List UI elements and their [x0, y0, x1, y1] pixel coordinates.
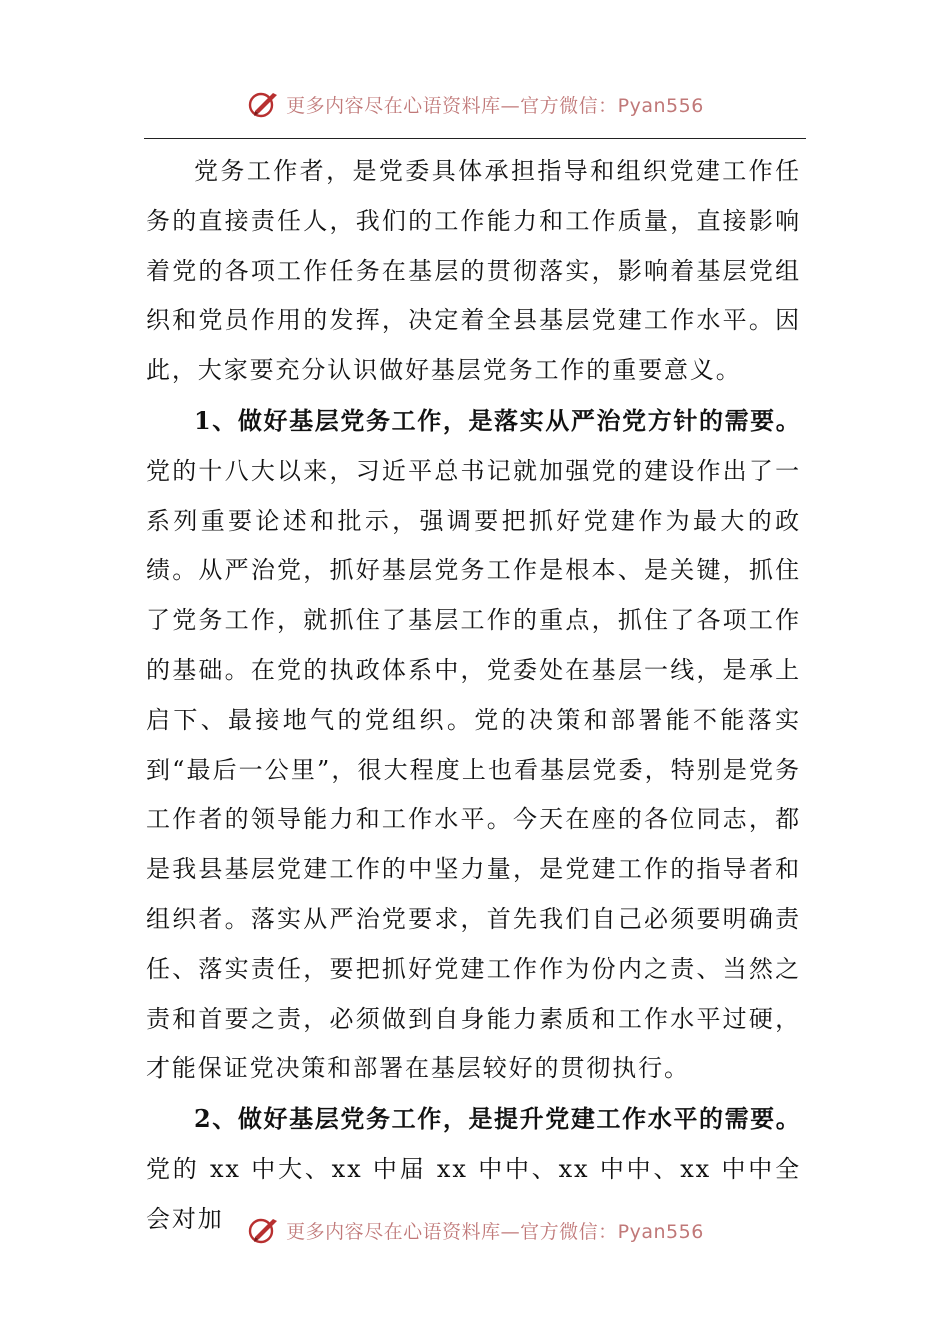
watermark-footer [0, 1208, 950, 1252]
section-2-text: 党的 xx 中大、xx 中届 xx 中中、xx 中中、xx 中中全会对加 [146, 1154, 801, 1233]
header-divider [144, 138, 806, 139]
section-1-text: 党的十八大以来，习近平总书记就加强党的建设作出了一系列重要论述和批示，强调要把抓好党建作为最大的政绩。从严治党，抓好基层党务工作是根本、是关键，抓住了党务工作，就抓住了基层工作的重点，抓住了各项工作的基础。在党的执政体系中，党委处在基层一线，是承上启下、最接地气的党组织。党的决策和部署能不能落实到“最后一公里”，很大程度上也看基层党委，特别是党务工作者的领导能力和工作水平。今天在座的各位同志，都是我县基层党建工作的中坚力量，是党建工作的指导者和组织者。落实从严治党要求，首先我们自己必须要明确责任、落实责任，要把抓好党建工作作为份内之责、当然之责和首要之责，必须做到自身能力素质和工作水平过硬，才能保证党决策和部署在基层较好的贯彻执行。 [146, 456, 801, 1083]
watermark-text: 更多内容尽在心语资料库—官方微信：Pyan556 [286, 1220, 704, 1243]
document-body [146, 147, 801, 1245]
watermark-header [0, 82, 950, 126]
watermark-text: 更多内容尽在心语资料库—官方微信：Pyan556 [286, 94, 704, 117]
pen-logo-icon [246, 1212, 282, 1248]
section-2-heading: 2、做好基层党务工作，是提升党建工作水平的需要。 [194, 1104, 801, 1134]
section-1-paragraph [146, 396, 801, 1094]
section-1-heading: 1、做好基层党务工作，是落实从严治党方针的需要。 [194, 405, 801, 435]
intro-paragraph: 党务工作者，是党委具体承担指导和组织党建工作任务的直接责任人，我们的工作能力和工作质量，直接影响着党的各项工作任务在基层的贯彻落实，影响着基层党组织和党员作用的发挥，决定着全县基层党建工作水平。因此，大家要充分认识做好基层党务工作的重要意义。 [146, 157, 801, 385]
pen-logo-icon [246, 86, 282, 122]
